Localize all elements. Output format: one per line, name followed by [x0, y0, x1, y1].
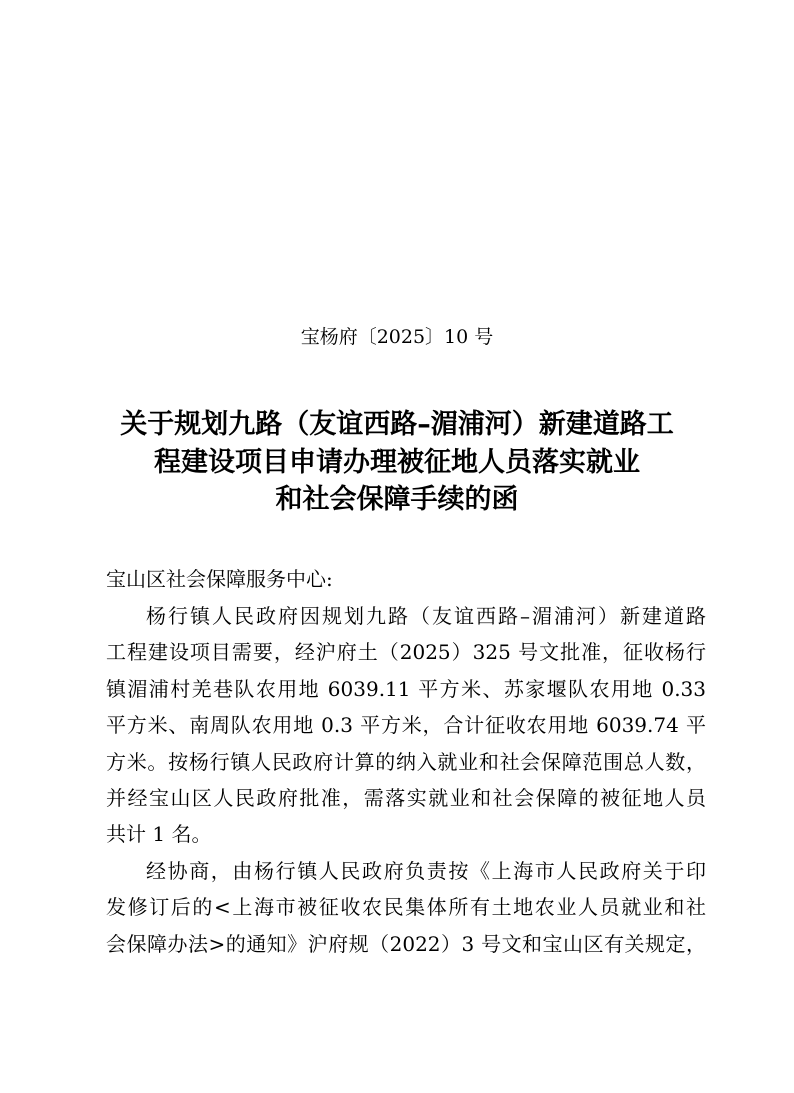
- document-title: [60, 406, 734, 519]
- paragraph-2-line: 发修订后的<上海市被征收农民集体所有土地农业人员就业和社: [106, 895, 706, 920]
- paragraph-2-line: 经协商，由杨行镇人民政府负责按《上海市人民政府关于印: [146, 858, 706, 883]
- paragraph-1-line: 杨行镇人民政府因规划九路（友谊西路–湄浦河）新建道路: [146, 604, 706, 628]
- paragraph-2-line: 会保障办法>的通知》沪府规（2022）3 号文和宝山区有关规定，: [106, 931, 706, 956]
- paragraph-1-line: 镇湄浦村羌巷队农用地 6039.11 平方米、苏家堰队农用地 0.33: [106, 676, 706, 701]
- paragraph-1-line: 方米。按杨行镇人民政府计算的纳入就业和社会保障范围总人数，: [106, 749, 706, 774]
- paragraph-1-line: 并经宝山区人民政府批准，需落实就业和社会保障的被征地人员: [106, 785, 706, 810]
- title-line: 程建设项目申请办理被征地人员落实就业: [154, 446, 640, 478]
- paragraph-1-line: 共计 1 名。: [106, 822, 212, 847]
- salutation: 宝山区社会保障服务中心:: [106, 567, 333, 591]
- document-number: 宝杨府〔2025〕10 号: [300, 326, 494, 348]
- title-line: 关于规划九路（友谊西路–湄浦河）新建道路工: [120, 409, 674, 440]
- paragraph-1-line: 工程建设项目需要，经沪府土（2025）325 号文批准，征收杨行: [106, 640, 706, 665]
- body-text: [106, 598, 706, 962]
- title-line: 和社会保障手续的函: [275, 484, 519, 515]
- paragraph-1-line: 平方米、南周队农用地 0.3 平方米，合计征收农用地 6039.74 平: [106, 713, 706, 738]
